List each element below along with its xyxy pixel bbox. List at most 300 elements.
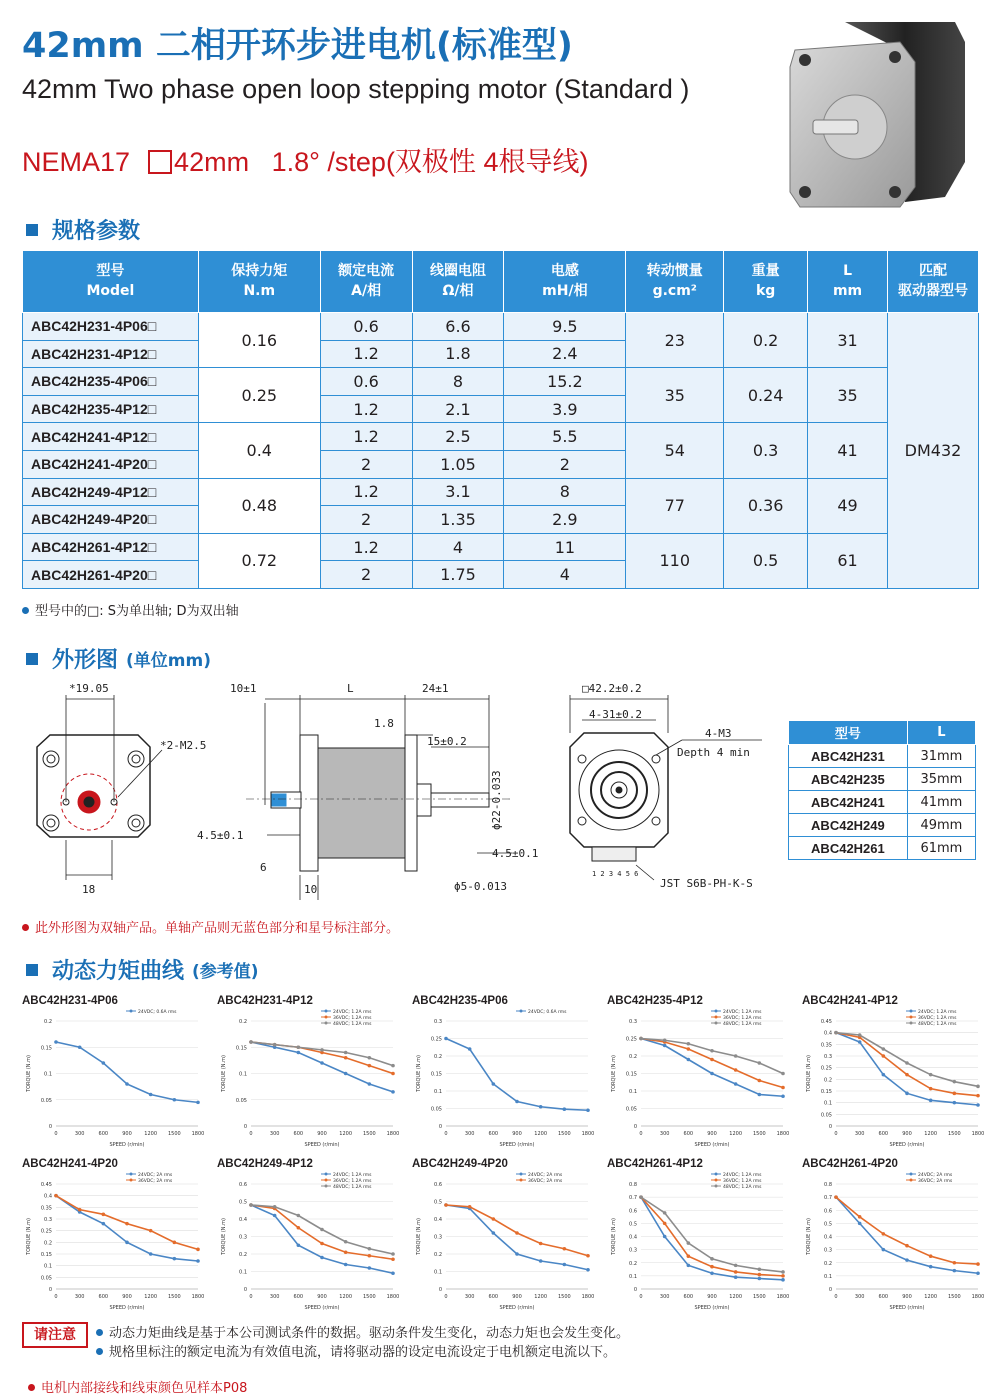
x-tick-label: 900 xyxy=(512,1131,522,1137)
x-tick-label: 300 xyxy=(464,1294,475,1300)
chart-svg xyxy=(217,1005,407,1155)
inductance-cell: 4 xyxy=(504,561,626,589)
y-tick-label: 0.2 xyxy=(239,1019,247,1025)
x-tick-label: 300 xyxy=(854,1294,865,1300)
bullet-icon xyxy=(28,1384,35,1391)
y-tick-label: 0.5 xyxy=(824,1221,832,1228)
x-axis-label: SPEED (r/min) xyxy=(694,1142,730,1148)
legend-label: 36VDC; 1.2A rms xyxy=(723,1179,762,1184)
legend-label: 36VDC; 2A rms xyxy=(918,1179,953,1184)
spec-header-5 xyxy=(626,251,724,313)
series-line xyxy=(446,1039,588,1111)
chart-svg xyxy=(802,1005,992,1155)
x-tick-label: 1800 xyxy=(386,1131,400,1137)
data-point xyxy=(320,1228,324,1232)
torque-chart xyxy=(412,995,602,1155)
outline-drawing xyxy=(22,675,782,900)
x-tick-label: 900 xyxy=(512,1294,522,1300)
data-point xyxy=(344,1263,348,1267)
data-point xyxy=(976,1271,980,1275)
resistance-cell: 1.8 xyxy=(412,340,504,368)
data-point xyxy=(882,1248,886,1252)
inductance-cell: 2.9 xyxy=(504,506,626,534)
y-tick-label: 0.2 xyxy=(44,1240,52,1247)
data-point xyxy=(929,1099,933,1103)
data-point xyxy=(710,1072,714,1076)
len-value-cell: 35mm xyxy=(907,768,975,791)
length-cell: 31 xyxy=(808,313,888,368)
current-cell: 0.6 xyxy=(320,313,412,341)
data-point xyxy=(297,1243,301,1247)
x-tick-label: 1500 xyxy=(557,1131,571,1137)
x-tick-label: 1800 xyxy=(776,1131,790,1137)
x-tick-label: 1800 xyxy=(191,1294,205,1300)
legend-label: 36VDC; 1.2A rms xyxy=(723,1016,762,1021)
spec-header-label: 保持力矩 xyxy=(231,262,288,279)
data-point xyxy=(953,1101,957,1105)
spec-header-unit: A/相 xyxy=(351,282,382,299)
series-line xyxy=(251,1205,393,1273)
data-point xyxy=(586,1254,590,1258)
data-point xyxy=(368,1254,372,1258)
y-axis-label: TORQUE (N.m) xyxy=(416,1055,422,1092)
y-tick-label: 0.1 xyxy=(239,1269,247,1276)
torque-chart xyxy=(802,1158,992,1318)
model-note: 型号中的□: S为单出轴; D为双出轴 xyxy=(22,600,239,619)
y-tick-label: 0 xyxy=(633,1287,637,1293)
data-point xyxy=(882,1073,886,1077)
data-point xyxy=(710,1271,714,1275)
y-tick-label: 0.1 xyxy=(824,1273,832,1280)
x-tick-label: 1200 xyxy=(534,1131,548,1137)
chart-title: ABC42H261-4P12 xyxy=(607,1158,703,1170)
legend-marker xyxy=(520,1179,523,1182)
weight-cell: 0.3 xyxy=(724,423,808,478)
chart-svg xyxy=(22,1005,212,1155)
x-tick-label: 600 xyxy=(98,1294,109,1300)
series-line xyxy=(446,1205,588,1270)
square-bullet-icon xyxy=(26,964,38,976)
data-point xyxy=(391,1252,395,1256)
data-point xyxy=(249,1203,253,1207)
len-model-cell: ABC42H249 xyxy=(789,814,908,837)
x-tick-label: 300 xyxy=(269,1294,280,1300)
data-point xyxy=(687,1264,691,1268)
legend-marker xyxy=(910,1016,913,1019)
data-point xyxy=(54,1040,58,1044)
current-cell: 2 xyxy=(320,506,412,534)
dim-1-8: 1.8 xyxy=(374,717,394,730)
legend-marker xyxy=(715,1022,718,1025)
data-point xyxy=(344,1056,348,1060)
data-point xyxy=(758,1273,762,1277)
chart-title: ABC42H249-4P12 xyxy=(217,1158,313,1170)
y-tick-label: 0.15 xyxy=(820,1089,832,1095)
table-row xyxy=(23,423,979,451)
data-point xyxy=(468,1205,472,1209)
notice-line-2: 规格里标注的额定电流为有效值电流，请将驱动器的设定电流设定于电机额定电流以下。 xyxy=(96,1341,616,1360)
x-tick-label: 600 xyxy=(488,1294,499,1300)
x-tick-label: 1800 xyxy=(581,1131,595,1137)
x-tick-label: 0 xyxy=(249,1294,253,1300)
table-row xyxy=(789,814,976,837)
y-tick-label: 0.7 xyxy=(824,1195,832,1202)
data-point xyxy=(54,1194,58,1198)
data-point xyxy=(492,1231,496,1235)
legend-label: 24VDC; 2A rms xyxy=(528,1173,563,1178)
y-tick-label: 0.1 xyxy=(824,1100,832,1107)
spec-header-7 xyxy=(808,251,888,313)
dim-18: 18 xyxy=(82,883,96,896)
model-cell: ABC42H249-4P20□ xyxy=(23,506,199,534)
y-tick-label: 0.25 xyxy=(40,1228,52,1235)
table-row xyxy=(23,533,979,561)
inductance-cell: 9.5 xyxy=(504,313,626,341)
legend-marker xyxy=(325,1185,328,1188)
y-tick-label: 0.2 xyxy=(434,1054,442,1060)
torque-chart xyxy=(412,1158,602,1318)
series-line xyxy=(836,1197,978,1264)
torque-chart xyxy=(607,995,797,1155)
y-tick-label: 0.15 xyxy=(430,1071,442,1078)
x-tick-label: 1200 xyxy=(534,1294,548,1300)
data-point xyxy=(882,1232,886,1236)
spec-header-unit: N.m xyxy=(243,282,276,299)
data-point xyxy=(320,1242,324,1246)
data-point xyxy=(320,1048,324,1052)
y-tick-label: 0.8 xyxy=(629,1182,637,1188)
inertia-cell: 35 xyxy=(626,368,724,423)
y-tick-label: 0.1 xyxy=(629,1273,637,1280)
spec-header-1 xyxy=(198,251,320,313)
inertia-cell: 23 xyxy=(626,313,724,368)
y-tick-label: 0.1 xyxy=(434,1089,442,1095)
legend-marker xyxy=(910,1173,913,1176)
y-tick-label: 0.3 xyxy=(629,1247,637,1254)
y-tick-label: 0.3 xyxy=(824,1247,832,1254)
x-tick-label: 1200 xyxy=(144,1294,158,1300)
series-line xyxy=(641,1039,783,1088)
resistance-cell: 1.35 xyxy=(412,506,504,534)
x-tick-label: 300 xyxy=(659,1131,670,1137)
page-subtitle: 42mm Two phase open loop stepping motor (Standard ) xyxy=(22,74,690,104)
data-point xyxy=(173,1098,177,1102)
data-point xyxy=(976,1262,980,1266)
data-point xyxy=(953,1269,957,1273)
torque-cell: 0.4 xyxy=(198,423,320,478)
data-point xyxy=(344,1250,348,1254)
x-tick-label: 600 xyxy=(293,1131,304,1137)
nema-label: NEMA17 xyxy=(22,147,131,177)
resistance-cell: 4 xyxy=(412,533,504,561)
data-point xyxy=(976,1085,980,1089)
data-point xyxy=(492,1082,496,1086)
chart-svg xyxy=(22,1168,212,1318)
chart-title: ABC42H231-4P06 xyxy=(22,995,118,1007)
data-point xyxy=(273,1214,277,1218)
data-point xyxy=(249,1040,253,1044)
length-table xyxy=(788,720,976,860)
data-point xyxy=(368,1064,372,1068)
data-point xyxy=(905,1073,909,1077)
data-point xyxy=(929,1254,933,1258)
len-model-cell: ABC42H231 xyxy=(789,745,908,768)
inductance-cell: 11 xyxy=(504,533,626,561)
data-point xyxy=(515,1100,519,1104)
y-tick-label: 0.4 xyxy=(629,1234,637,1241)
y-tick-label: 0.2 xyxy=(629,1054,637,1060)
dim-l: L xyxy=(347,682,354,695)
legend-marker xyxy=(325,1179,328,1182)
model-cell: ABC42H231-4P06□ xyxy=(23,313,199,341)
x-tick-label: 0 xyxy=(834,1131,838,1137)
data-point xyxy=(273,1043,277,1047)
inertia-cell: 77 xyxy=(626,478,724,533)
legend-label: 24VDC; 1.2A rms xyxy=(723,1010,762,1015)
y-tick-label: 0.6 xyxy=(629,1208,637,1215)
y-axis-label: TORQUE (N.m) xyxy=(806,1055,812,1092)
data-point xyxy=(858,1040,862,1044)
y-axis-label: TORQUE (N.m) xyxy=(221,1218,227,1255)
legend-label: 48VDC; 1.2A rms xyxy=(333,1022,372,1027)
legend-label: 24VDC; 2A rms xyxy=(918,1173,953,1178)
y-axis-label: TORQUE (N.m) xyxy=(611,1055,617,1092)
y-tick-label: 0.1 xyxy=(44,1263,52,1270)
torque-chart xyxy=(22,1158,212,1318)
x-tick-label: 900 xyxy=(707,1294,717,1300)
torque-chart xyxy=(22,995,212,1155)
weight-cell: 0.2 xyxy=(724,313,808,368)
len-model-cell: ABC42H235 xyxy=(789,768,908,791)
table-row xyxy=(23,368,979,396)
bullet-icon xyxy=(96,1348,103,1355)
spec-header-unit: Model xyxy=(86,282,135,299)
y-axis-label: TORQUE (N.m) xyxy=(26,1055,32,1092)
model-cell: ABC42H249-4P12□ xyxy=(23,478,199,506)
data-point xyxy=(320,1256,324,1260)
x-tick-label: 1200 xyxy=(729,1131,743,1137)
y-tick-label: 0 xyxy=(438,1124,442,1130)
series-line xyxy=(251,1205,393,1259)
data-point xyxy=(149,1252,153,1256)
current-cell: 2 xyxy=(320,561,412,589)
data-point xyxy=(758,1277,762,1281)
data-point xyxy=(953,1080,957,1084)
data-point xyxy=(125,1082,129,1086)
y-tick-label: 0.05 xyxy=(40,1275,52,1282)
y-tick-label: 0.3 xyxy=(824,1054,832,1060)
x-tick-label: 0 xyxy=(639,1294,643,1300)
y-tick-label: 0.4 xyxy=(44,1193,52,1200)
inertia-cell: 54 xyxy=(626,423,724,478)
dim-4-31: 4-31±0.2 xyxy=(589,708,642,721)
torque-cell: 0.72 xyxy=(198,533,320,588)
data-point xyxy=(834,1031,838,1035)
data-point xyxy=(687,1042,691,1046)
x-tick-label: 300 xyxy=(269,1131,280,1137)
current-cell: 1.2 xyxy=(320,478,412,506)
data-point xyxy=(196,1259,200,1263)
chart-title: ABC42H241-4P20 xyxy=(22,1158,118,1170)
y-tick-label: 0.2 xyxy=(824,1260,832,1267)
rear-view xyxy=(570,695,762,880)
x-tick-label: 0 xyxy=(444,1294,448,1300)
spec-header-label: 转动惯量 xyxy=(646,262,703,279)
page-title: 42mm 二相开环步进电机(标准型) xyxy=(22,26,573,66)
spec-header-2 xyxy=(320,251,412,313)
x-tick-label: 0 xyxy=(249,1131,253,1137)
legend-marker xyxy=(130,1179,133,1182)
current-cell: 1.2 xyxy=(320,340,412,368)
chart-title: ABC42H231-4P12 xyxy=(217,995,313,1007)
legend-label: 24VDC; 1.2A rms xyxy=(333,1010,372,1015)
series-line xyxy=(641,1197,783,1272)
legend-marker xyxy=(325,1173,328,1176)
inductance-cell: 5.5 xyxy=(504,423,626,451)
model-cell: ABC42H241-4P20□ xyxy=(23,450,199,478)
x-axis-label: SPEED (r/min) xyxy=(304,1142,340,1148)
data-point xyxy=(444,1037,448,1041)
data-point xyxy=(639,1195,643,1199)
y-tick-label: 0.25 xyxy=(820,1065,832,1072)
legend-marker xyxy=(325,1010,328,1013)
x-tick-label: 900 xyxy=(902,1131,912,1137)
y-tick-label: 0.1 xyxy=(629,1089,637,1095)
spec-header-unit: mH/相 xyxy=(542,282,588,299)
x-tick-label: 0 xyxy=(54,1131,58,1137)
x-axis-label: SPEED (r/min) xyxy=(499,1305,535,1311)
bullet-icon xyxy=(22,607,29,614)
data-point xyxy=(102,1222,106,1226)
y-tick-label: 0 xyxy=(828,1124,832,1130)
inductance-cell: 15.2 xyxy=(504,368,626,396)
x-tick-label: 600 xyxy=(683,1131,694,1137)
y-tick-label: 0.25 xyxy=(430,1036,442,1043)
table-row xyxy=(789,791,976,814)
spec-line xyxy=(22,140,588,179)
dim-10-1: 10±1 xyxy=(230,682,257,695)
y-axis-label: TORQUE (N.m) xyxy=(806,1218,812,1255)
x-tick-label: 1500 xyxy=(752,1131,766,1137)
spec-header-label: 线圈电阻 xyxy=(430,262,486,279)
current-cell: 1.2 xyxy=(320,423,412,451)
len-value-cell: 41mm xyxy=(907,791,975,814)
len-header-l: L xyxy=(907,721,975,745)
inductance-cell: 3.9 xyxy=(504,395,626,423)
data-point xyxy=(687,1058,691,1062)
data-point xyxy=(858,1222,862,1226)
torque-chart xyxy=(217,995,407,1155)
y-tick-label: 0 xyxy=(828,1287,832,1293)
data-point xyxy=(882,1047,886,1051)
step-angle: 1.8° /step(双极性 4根导线) xyxy=(271,147,589,177)
data-point xyxy=(710,1058,714,1062)
dim-phi22: ϕ22-0.033 xyxy=(490,770,503,830)
data-point xyxy=(781,1094,785,1098)
x-tick-label: 1500 xyxy=(947,1294,961,1300)
data-point xyxy=(781,1072,785,1076)
legend-marker xyxy=(325,1022,328,1025)
table-row xyxy=(789,768,976,791)
data-point xyxy=(781,1274,785,1278)
x-axis-label: SPEED (r/min) xyxy=(109,1305,145,1311)
torque-cell: 0.25 xyxy=(198,368,320,423)
legend-marker xyxy=(520,1173,523,1176)
y-tick-label: 0 xyxy=(243,1287,247,1293)
x-axis-label: SPEED (r/min) xyxy=(109,1142,145,1148)
torque-cell: 0.48 xyxy=(198,478,320,533)
model-cell: ABC42H261-4P12□ xyxy=(23,533,199,561)
y-tick-label: 0.6 xyxy=(239,1182,247,1188)
chart-title: ABC42H249-4P20 xyxy=(412,1158,508,1170)
table-row xyxy=(789,745,976,768)
resistance-cell: 8 xyxy=(412,368,504,396)
dim-10: 10 xyxy=(304,883,318,896)
data-point xyxy=(953,1261,957,1265)
data-point xyxy=(515,1252,519,1256)
x-tick-label: 1200 xyxy=(924,1294,938,1300)
len-value-cell: 49mm xyxy=(907,814,975,837)
legend-label: 24VDC; 1.2A rms xyxy=(918,1010,957,1015)
notice-line-1: 动态力矩曲线是基于本公司测试条件的数据。驱动条件发生变化，动态力矩也会发生变化。 xyxy=(96,1322,629,1341)
model-cell: ABC42H235-4P06□ xyxy=(23,368,199,396)
data-point xyxy=(929,1265,933,1269)
data-point xyxy=(953,1092,957,1096)
spec-header-label: 型号 xyxy=(96,262,125,279)
data-point xyxy=(586,1108,590,1112)
inductance-cell: 8 xyxy=(504,478,626,506)
spec-header-unit: kg xyxy=(755,282,776,299)
chart-svg xyxy=(607,1005,797,1155)
dim-42-2: □42.2±0.2 xyxy=(582,682,642,695)
y-axis-label: TORQUE (N.m) xyxy=(611,1218,617,1255)
y-tick-label: 0 xyxy=(48,1124,52,1130)
legend-label: 24VDC; 1.2A rms xyxy=(333,1173,372,1178)
data-point xyxy=(758,1079,762,1083)
x-tick-label: 1800 xyxy=(971,1131,985,1137)
data-point xyxy=(297,1214,301,1218)
len-value-cell: 31mm xyxy=(907,745,975,768)
y-tick-label: 0.35 xyxy=(820,1042,832,1049)
data-point xyxy=(710,1257,714,1261)
square-bullet-icon xyxy=(26,224,38,236)
len-value-cell: 61mm xyxy=(907,837,975,860)
data-point xyxy=(929,1073,933,1077)
series-line xyxy=(56,1196,198,1261)
data-point xyxy=(102,1213,106,1217)
data-point xyxy=(344,1072,348,1076)
spec-header-label: 重量 xyxy=(751,262,780,279)
length-cell: 49 xyxy=(808,478,888,533)
x-axis-label: SPEED (r/min) xyxy=(889,1305,925,1311)
data-point xyxy=(368,1247,372,1251)
x-tick-label: 1500 xyxy=(752,1294,766,1300)
data-point xyxy=(734,1264,738,1268)
legend-label: 36VDC; 1.2A rms xyxy=(918,1016,957,1021)
inductance-cell: 2.4 xyxy=(504,340,626,368)
inductance-cell: 2 xyxy=(504,450,626,478)
x-tick-label: 900 xyxy=(122,1131,132,1137)
y-tick-label: 0.5 xyxy=(239,1199,247,1206)
data-point xyxy=(976,1103,980,1107)
spec-header-unit: Ω/相 xyxy=(442,282,474,299)
data-point xyxy=(710,1049,714,1053)
data-point xyxy=(687,1241,691,1245)
data-point xyxy=(563,1247,567,1251)
chart-title: ABC42H241-4P12 xyxy=(802,995,898,1007)
dim-4-5-right: 4.5±0.1 xyxy=(492,847,539,860)
legend-marker xyxy=(715,1179,718,1182)
